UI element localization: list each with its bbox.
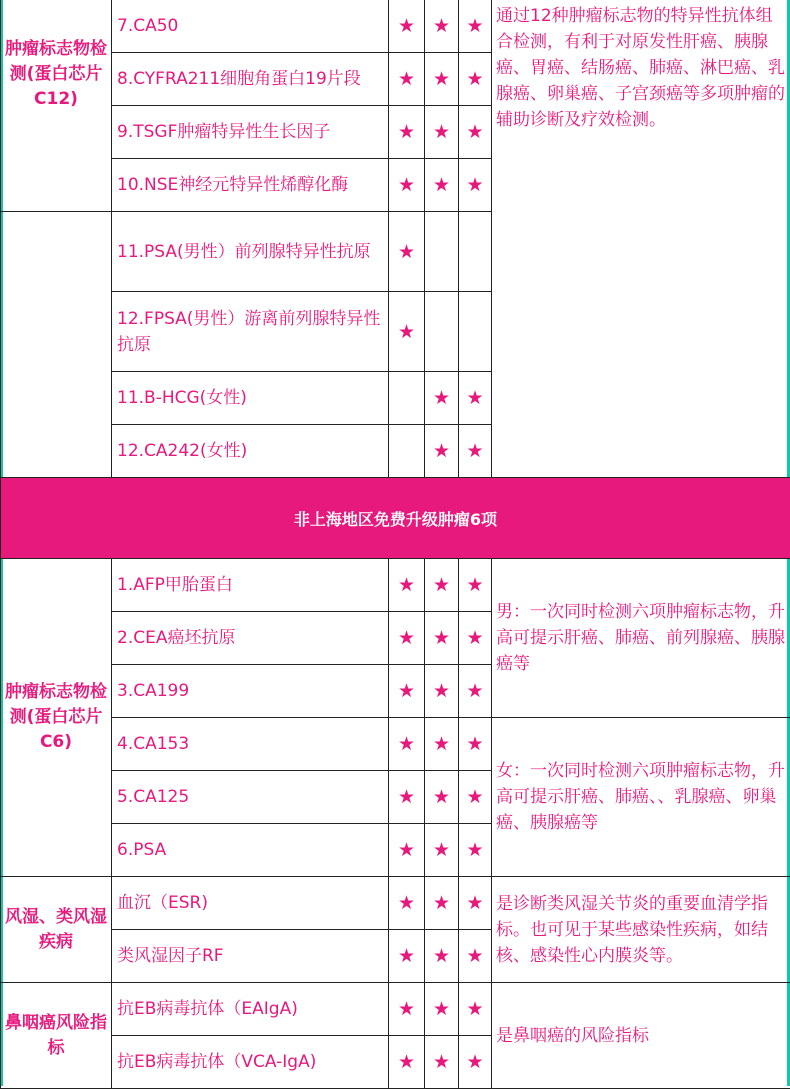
star-mark: ★ — [459, 930, 492, 983]
star-mark: ★ — [389, 665, 425, 718]
table-row — [1, 559, 790, 612]
item-name: 5.CA125 — [112, 771, 389, 824]
item-name: 类风湿因子RF — [112, 930, 389, 983]
table-row — [1, 877, 790, 930]
category-cell-c12: 肿瘤标志物检测(蛋白芯片C12) — [1, 0, 112, 212]
table-row — [1, 478, 790, 559]
star-mark: ★ — [425, 1036, 459, 1089]
item-name: 8.CYFRA211细胞角蛋白19片段 — [112, 53, 389, 106]
star-mark: ★ — [389, 983, 425, 1036]
item-name: 抗EB病毒抗体（EAIgA) — [112, 983, 389, 1036]
item-name: 血沉（ESR) — [112, 877, 389, 930]
category-cell-empty — [1, 212, 112, 478]
star-mark: ★ — [389, 1036, 425, 1089]
item-name: 11.B-HCG(女性) — [112, 372, 389, 425]
item-name: 2.CEA癌坯抗原 — [112, 612, 389, 665]
star-mark: ★ — [459, 559, 492, 612]
star-mark: ★ — [389, 106, 425, 159]
star-mark: ★ — [389, 877, 425, 930]
star-mark: ★ — [389, 824, 425, 877]
star-mark: ★ — [459, 159, 492, 212]
empty-cell — [459, 212, 492, 292]
star-mark: ★ — [425, 665, 459, 718]
empty-cell — [389, 372, 425, 425]
star-mark: ★ — [389, 0, 425, 53]
description-c12: 通过12种肿瘤标志物的特异性抗体组合检测，有利于对原发性肝癌、胰腺癌、胃癌、结肠癌、肺癌、淋巴癌、乳腺癌、卵巢癌、子宫颈癌等多项肿瘤的辅助诊断及疗效检测。 — [492, 0, 790, 478]
table-row — [1, 718, 790, 771]
star-mark: ★ — [389, 159, 425, 212]
star-mark: ★ — [389, 718, 425, 771]
star-mark: ★ — [425, 372, 459, 425]
star-mark: ★ — [459, 665, 492, 718]
star-mark: ★ — [459, 1036, 492, 1089]
star-mark: ★ — [425, 612, 459, 665]
star-mark: ★ — [425, 983, 459, 1036]
star-mark: ★ — [425, 824, 459, 877]
table-row — [1, 983, 790, 1036]
star-mark: ★ — [425, 718, 459, 771]
upgrade-banner: 非上海地区免费升级肿瘤6项 — [1, 478, 790, 559]
star-mark: ★ — [389, 559, 425, 612]
star-mark: ★ — [425, 425, 459, 478]
empty-cell — [459, 292, 492, 372]
star-mark: ★ — [389, 212, 425, 292]
description-c6-male: 男：一次同时检测六项肿瘤标志物，升高可提示肝癌、肺癌、前列腺癌、胰腺癌等 — [492, 559, 790, 718]
star-mark: ★ — [459, 612, 492, 665]
star-mark: ★ — [425, 877, 459, 930]
item-name: 4.CA153 — [112, 718, 389, 771]
star-mark: ★ — [425, 0, 459, 53]
empty-cell — [425, 212, 459, 292]
star-mark: ★ — [425, 930, 459, 983]
star-mark: ★ — [389, 53, 425, 106]
star-mark: ★ — [389, 612, 425, 665]
category-cell-c6: 肿瘤标志物检测(蛋白芯片C6) — [1, 559, 112, 877]
star-mark: ★ — [459, 425, 492, 478]
empty-cell — [389, 425, 425, 478]
star-mark: ★ — [425, 559, 459, 612]
item-name: 7.CA50 — [112, 0, 389, 53]
empty-cell — [425, 292, 459, 372]
star-mark: ★ — [459, 771, 492, 824]
star-mark: ★ — [459, 0, 492, 53]
star-mark: ★ — [459, 824, 492, 877]
description-npc: 是鼻咽癌的风险指标 — [492, 983, 790, 1089]
table-row — [1, 0, 790, 53]
star-mark: ★ — [425, 53, 459, 106]
item-name: 1.AFP甲胎蛋白 — [112, 559, 389, 612]
star-mark: ★ — [425, 159, 459, 212]
item-name: 6.PSA — [112, 824, 389, 877]
star-mark: ★ — [459, 372, 492, 425]
star-mark: ★ — [459, 877, 492, 930]
category-cell-rheum: 风湿、类风湿疾病 — [1, 877, 112, 983]
description-rheum: 是诊断类风湿关节炎的重要血清学指标。也可见于某些感染性疾病，如结核、感染性心内膜炎等。 — [492, 877, 790, 983]
star-mark: ★ — [425, 106, 459, 159]
item-name: 9.TSGF肿瘤特异性生长因子 — [112, 106, 389, 159]
star-mark: ★ — [459, 53, 492, 106]
item-name: 11.PSA(男性）前列腺特异性抗原 — [112, 212, 389, 292]
item-name: 12.CA242(女性) — [112, 425, 389, 478]
item-name: 3.CA199 — [112, 665, 389, 718]
category-cell-npc: 鼻咽癌风险指标 — [1, 983, 112, 1089]
item-name: 12.FPSA(男性）游离前列腺特异性抗原 — [112, 292, 389, 372]
star-mark: ★ — [459, 983, 492, 1036]
star-mark: ★ — [459, 718, 492, 771]
star-mark: ★ — [425, 771, 459, 824]
star-mark: ★ — [389, 771, 425, 824]
star-mark: ★ — [389, 930, 425, 983]
star-mark: ★ — [459, 106, 492, 159]
description-c6-female: 女：一次同时检测六项肿瘤标志物，升高可提示肝癌、肺癌、、乳腺癌、卵巢癌、胰腺癌等 — [492, 718, 790, 877]
star-mark: ★ — [389, 292, 425, 372]
item-name: 抗EB病毒抗体（VCA-IgA) — [112, 1036, 389, 1089]
item-name: 10.NSE神经元特异性烯醇化酶 — [112, 159, 389, 212]
